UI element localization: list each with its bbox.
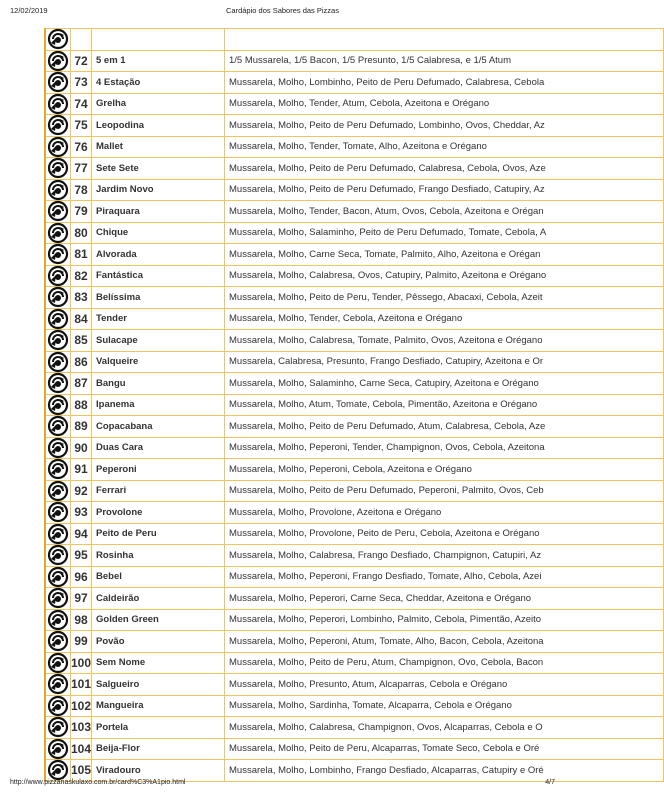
pizza-name: 5 em 1 xyxy=(92,50,225,72)
pizza-ingredients: Mussarela, Molho, Tender, Cebola, Azeitona e Orégano xyxy=(225,308,664,330)
pizza-row xyxy=(45,545,664,567)
pizza-ingredients: Mussarela, Molho, Peito de Peru, Tender, Pêssego, Abacaxi, Cebola, Azeit xyxy=(225,287,664,309)
pizza-logo-icon xyxy=(48,674,68,694)
pizza-icon-cell xyxy=(45,738,71,760)
pizza-row xyxy=(45,265,664,287)
pizza-number: 105 xyxy=(71,760,92,782)
pizza-logo-icon xyxy=(48,416,68,436)
pizza-name: Fantástica xyxy=(92,265,225,287)
page-title: Cardápio dos Sabores das Pizzas xyxy=(226,6,339,15)
pizza-ingredients xyxy=(225,29,664,51)
pizza-ingredients: Mussarela, Molho, Peito de Peru Defumado, Lombinho, Ovos, Cheddar, Az xyxy=(225,115,664,137)
pizza-row xyxy=(45,158,664,180)
pizza-name: Ferrari xyxy=(92,480,225,502)
pizza-row xyxy=(45,459,664,481)
pizza-row xyxy=(45,652,664,674)
pizza-number: 91 xyxy=(71,459,92,481)
pizza-icon-cell xyxy=(45,222,71,244)
pizza-icon-cell xyxy=(45,394,71,416)
footer-url: http://www.pizzariaskulaxo.com.br/card%C3%A1pio.html xyxy=(10,779,186,786)
pizza-name: Alvorada xyxy=(92,244,225,266)
pizza-row xyxy=(45,201,664,223)
pizza-name: Duas Cara xyxy=(92,437,225,459)
pizza-ingredients: Mussarela, Molho, Peito de Peru, Alcaparras, Tomate Seco, Cebola e Oré xyxy=(225,738,664,760)
pizza-name: Povão xyxy=(92,631,225,653)
pizza-name: Piraquara xyxy=(92,201,225,223)
pizza-number: 88 xyxy=(71,394,92,416)
pizza-logo-icon xyxy=(48,459,68,479)
pizza-table xyxy=(44,28,664,782)
pizza-ingredients: Mussarela, Molho, Peito de Peru, Atum, Champignon, Ovo, Cebola, Bacon xyxy=(225,652,664,674)
pizza-ingredients: Mussarela, Molho, Provolone, Azeitona e Orégano xyxy=(225,502,664,524)
pizza-icon-cell xyxy=(45,373,71,395)
pizza-logo-icon xyxy=(48,545,68,565)
pizza-ingredients: Mussarela, Molho, Calabresa, Frango Desfiado, Champignon, Catupiri, Az xyxy=(225,545,664,567)
pizza-logo-icon xyxy=(48,610,68,630)
pizza-ingredients: Mussarela, Molho, Provolone, Peito de Peru, Cebola, Azeitona e Orégano xyxy=(225,523,664,545)
pizza-logo-icon xyxy=(48,395,68,415)
pizza-name: Jardim Novo xyxy=(92,179,225,201)
pizza-name xyxy=(92,29,225,51)
pizza-icon-cell xyxy=(45,760,71,782)
pizza-icon-cell xyxy=(45,588,71,610)
pizza-icon-cell xyxy=(45,459,71,481)
pizza-number: 80 xyxy=(71,222,92,244)
pizza-logo-icon xyxy=(48,567,68,587)
pizza-logo-icon xyxy=(48,588,68,608)
pizza-ingredients: Mussarela, Molho, Presunto, Atum, Alcaparras, Cebola e Orégano xyxy=(225,674,664,696)
pizza-logo-icon xyxy=(48,352,68,372)
pizza-row xyxy=(45,502,664,524)
pizza-number: 89 xyxy=(71,416,92,438)
pizza-row xyxy=(45,523,664,545)
pizza-number: 98 xyxy=(71,609,92,631)
pizza-ingredients: Mussarela, Molho, Peperori, Carne Seca, Cheddar, Azeitona e Orégano xyxy=(225,588,664,610)
pizza-row xyxy=(45,738,664,760)
pizza-logo-icon xyxy=(48,223,68,243)
pizza-row xyxy=(45,244,664,266)
pizza-row xyxy=(45,93,664,115)
pizza-row xyxy=(45,631,664,653)
pizza-icon-cell xyxy=(45,115,71,137)
pizza-icon-cell xyxy=(45,674,71,696)
pizza-number: 92 xyxy=(71,480,92,502)
pizza-logo-icon xyxy=(48,266,68,286)
pizza-name: Golden Green xyxy=(92,609,225,631)
pizza-name: Bebel xyxy=(92,566,225,588)
pizza-row xyxy=(45,717,664,739)
pizza-icon-cell xyxy=(45,545,71,567)
pizza-ingredients: Mussarela, Molho, Peperoni, Cebola, Azeitona e Orégano xyxy=(225,459,664,481)
pizza-name: Viradouro xyxy=(92,760,225,782)
pizza-ingredients: Mussarela, Molho, Peito de Peru Defumado, Calabresa, Cebola, Ovos, Aze xyxy=(225,158,664,180)
pizza-name: Ipanema xyxy=(92,394,225,416)
pizza-logo-icon xyxy=(48,481,68,501)
pizza-ingredients: Mussarela, Molho, Tender, Atum, Cebola, Azeitona e Orégano xyxy=(225,93,664,115)
pizza-ingredients: Mussarela, Molho, Calabresa, Champignon, Ovos, Alcaparras, Cebola e O xyxy=(225,717,664,739)
pizza-number: 101 xyxy=(71,674,92,696)
pizza-number: 100 xyxy=(71,652,92,674)
pizza-icon-cell xyxy=(45,416,71,438)
pizza-row xyxy=(45,566,664,588)
pizza-row xyxy=(45,351,664,373)
pizza-logo-icon xyxy=(48,51,68,71)
pizza-logo-icon xyxy=(48,180,68,200)
pizza-number: 96 xyxy=(71,566,92,588)
pizza-logo-icon xyxy=(48,137,68,157)
pizza-icon-cell xyxy=(45,201,71,223)
pizza-number: 85 xyxy=(71,330,92,352)
pizza-row xyxy=(45,287,664,309)
pizza-name: Sulacape xyxy=(92,330,225,352)
pizza-row xyxy=(45,115,664,137)
pizza-name: Peperoni xyxy=(92,459,225,481)
pizza-number: 81 xyxy=(71,244,92,266)
pizza-ingredients: Mussarela, Molho, Salaminho, Carne Seca, Catupiry, Azeitona e Orégano xyxy=(225,373,664,395)
pizza-number: 103 xyxy=(71,717,92,739)
pizza-icon-cell xyxy=(45,179,71,201)
pizza-icon-cell xyxy=(45,566,71,588)
pizza-name: Bangu xyxy=(92,373,225,395)
pizza-icon-cell xyxy=(45,695,71,717)
pizza-logo-icon xyxy=(48,201,68,221)
pizza-icon-cell xyxy=(45,502,71,524)
pizza-logo-icon xyxy=(48,309,68,329)
pizza-row xyxy=(45,136,664,158)
pizza-number: 104 xyxy=(71,738,92,760)
pizza-row xyxy=(45,760,664,782)
pizza-name: 4 Estação xyxy=(92,72,225,94)
pizza-ingredients: Mussarela, Molho, Peperoni, Atum, Tomate, Alho, Bacon, Cebola, Azeitona xyxy=(225,631,664,653)
pizza-name: Leopodina xyxy=(92,115,225,137)
pizza-ingredients: Mussarela, Molho, Peperoni, Tender, Champignon, Ovos, Cebola, Azeitona xyxy=(225,437,664,459)
pizza-name: Portela xyxy=(92,717,225,739)
pizza-name: Salgueiro xyxy=(92,674,225,696)
pizza-number: 79 xyxy=(71,201,92,223)
pizza-row xyxy=(45,674,664,696)
pizza-icon-cell xyxy=(45,609,71,631)
pizza-icon-cell xyxy=(45,158,71,180)
pizza-icon-cell xyxy=(45,244,71,266)
pizza-logo-icon xyxy=(48,373,68,393)
pizza-icon-cell xyxy=(45,72,71,94)
pizza-number: 97 xyxy=(71,588,92,610)
pizza-logo-icon xyxy=(48,29,68,49)
pizza-number: 95 xyxy=(71,545,92,567)
pizza-ingredients: Mussarela, Molho, Atum, Tomate, Cebola, Pimentão, Azeitona e Orégano xyxy=(225,394,664,416)
pizza-name: Mallet xyxy=(92,136,225,158)
pizza-row xyxy=(45,72,664,94)
pizza-number: 75 xyxy=(71,115,92,137)
pizza-number: 83 xyxy=(71,287,92,309)
pizza-icon-cell xyxy=(45,136,71,158)
print-date: 12/02/2019 xyxy=(10,6,48,15)
pizza-number: 73 xyxy=(71,72,92,94)
pizza-icon-cell xyxy=(45,480,71,502)
pizza-icon-cell xyxy=(45,523,71,545)
pizza-name: Peito de Peru xyxy=(92,523,225,545)
pizza-icon-cell xyxy=(45,29,71,51)
pizza-number: 82 xyxy=(71,265,92,287)
pizza-number: 74 xyxy=(71,93,92,115)
pizza-number: 102 xyxy=(71,695,92,717)
pizza-ingredients: Mussarela, Molho, Carne Seca, Tomate, Palmito, Alho, Azeitona e Orégan xyxy=(225,244,664,266)
pizza-number: 84 xyxy=(71,308,92,330)
pizza-logo-icon xyxy=(48,524,68,544)
pizza-name: Sete Sete xyxy=(92,158,225,180)
pizza-logo-icon xyxy=(48,115,68,135)
pizza-ingredients: Mussarela, Molho, Peito de Peru Defumado, Frango Desfiado, Catupiry, Az xyxy=(225,179,664,201)
pizza-number: 94 xyxy=(71,523,92,545)
pizza-ingredients: Mussarela, Molho, Calabresa, Ovos, Catupiry, Palmito, Azeitona e Orégano xyxy=(225,265,664,287)
pizza-ingredients: 1/5 Mussarela, 1/5 Bacon, 1/5 Presunto, 1/5 Calabresa, e 1/5 Atum xyxy=(225,50,664,72)
pizza-logo-icon xyxy=(48,696,68,716)
pizza-table-body xyxy=(45,29,664,782)
pizza-logo-icon xyxy=(48,502,68,522)
pizza-number: 77 xyxy=(71,158,92,180)
pizza-name: Mangueira xyxy=(92,695,225,717)
page-number: 4/7 xyxy=(545,779,555,786)
pizza-ingredients: Mussarela, Molho, Tender, Bacon, Atum, Ovos, Cebola, Azeitona e Orégan xyxy=(225,201,664,223)
pizza-logo-icon xyxy=(48,244,68,264)
pizza-logo-icon xyxy=(48,158,68,178)
pizza-number: 86 xyxy=(71,351,92,373)
pizza-ingredients: Mussarela, Molho, Peperoni, Frango Desfiado, Tomate, Alho, Cebola, Azei xyxy=(225,566,664,588)
pizza-row xyxy=(45,416,664,438)
pizza-number xyxy=(71,29,92,51)
pizza-row xyxy=(45,588,664,610)
pizza-icon-cell xyxy=(45,437,71,459)
pizza-icon-cell xyxy=(45,631,71,653)
pizza-logo-icon xyxy=(48,653,68,673)
pizza-ingredients: Mussarela, Molho, Peperori, Lombinho, Palmito, Cebola, Pimentão, Azeito xyxy=(225,609,664,631)
pizza-ingredients: Mussarela, Molho, Sardinha, Tomate, Alcaparra, Cebola e Orégano xyxy=(225,695,664,717)
pizza-name: Valqueire xyxy=(92,351,225,373)
pizza-row xyxy=(45,480,664,502)
pizza-name: Belíssima xyxy=(92,287,225,309)
pizza-row xyxy=(45,222,664,244)
pizza-menu xyxy=(44,28,547,778)
pizza-icon-cell xyxy=(45,652,71,674)
pizza-number: 93 xyxy=(71,502,92,524)
pizza-name: Tender xyxy=(92,308,225,330)
pizza-logo-icon xyxy=(48,717,68,737)
pizza-number: 87 xyxy=(71,373,92,395)
pizza-row xyxy=(45,50,664,72)
pizza-icon-cell xyxy=(45,265,71,287)
pizza-row xyxy=(45,394,664,416)
pizza-logo-icon xyxy=(48,760,68,780)
pizza-logo-icon xyxy=(48,631,68,651)
pizza-row xyxy=(45,330,664,352)
pizza-ingredients: Mussarela, Molho, Salaminho, Peito de Peru Defumado, Tomate, Cebola, A xyxy=(225,222,664,244)
pizza-name: Beija-Flor xyxy=(92,738,225,760)
pizza-name: Rosinha xyxy=(92,545,225,567)
pizza-row xyxy=(45,695,664,717)
pizza-ingredients: Mussarela, Molho, Lombinho, Peito de Peru Defumado, Calabresa, Cebola xyxy=(225,72,664,94)
pizza-name: Chique xyxy=(92,222,225,244)
pizza-number: 76 xyxy=(71,136,92,158)
pizza-row xyxy=(45,609,664,631)
pizza-number: 72 xyxy=(71,50,92,72)
pizza-row xyxy=(45,29,664,51)
pizza-row xyxy=(45,373,664,395)
pizza-icon-cell xyxy=(45,717,71,739)
pizza-number: 99 xyxy=(71,631,92,653)
pizza-icon-cell xyxy=(45,308,71,330)
pizza-logo-icon xyxy=(48,739,68,759)
pizza-icon-cell xyxy=(45,351,71,373)
pizza-ingredients: Mussarela, Molho, Tender, Tomate, Alho, Azeitona e Orégano xyxy=(225,136,664,158)
pizza-icon-cell xyxy=(45,330,71,352)
pizza-logo-icon xyxy=(48,330,68,350)
pizza-ingredients: Mussarela, Molho, Calabresa, Tomate, Palmito, Ovos, Azeitona e Orégano xyxy=(225,330,664,352)
pizza-number: 78 xyxy=(71,179,92,201)
pizza-icon-cell xyxy=(45,287,71,309)
pizza-logo-icon xyxy=(48,94,68,114)
pizza-name: Copacabana xyxy=(92,416,225,438)
pizza-name: Grelha xyxy=(92,93,225,115)
pizza-name: Sem Nome xyxy=(92,652,225,674)
pizza-name: Caldeirão xyxy=(92,588,225,610)
pizza-row xyxy=(45,437,664,459)
pizza-ingredients: Mussarela, Molho, Peito de Peru Defumado, Atum, Calabresa, Cebola, Aze xyxy=(225,416,664,438)
pizza-logo-icon xyxy=(48,438,68,458)
pizza-name: Provolone xyxy=(92,502,225,524)
pizza-ingredients: Mussarela, Calabresa, Presunto, Frango Desfiado, Catupiry, Azeitona e Or xyxy=(225,351,664,373)
pizza-icon-cell xyxy=(45,50,71,72)
pizza-logo-icon xyxy=(48,72,68,92)
pizza-logo-icon xyxy=(48,287,68,307)
pizza-row xyxy=(45,179,664,201)
pizza-icon-cell xyxy=(45,93,71,115)
pizza-number: 90 xyxy=(71,437,92,459)
pizza-ingredients: Mussarela, Molho, Lombinho, Frango Desfiado, Alcaparras, Catupiry e Oré xyxy=(225,760,664,782)
pizza-ingredients: Mussarela, Molho, Peito de Peru Defumado, Peperoni, Palmito, Ovos, Ceb xyxy=(225,480,664,502)
pizza-row xyxy=(45,308,664,330)
